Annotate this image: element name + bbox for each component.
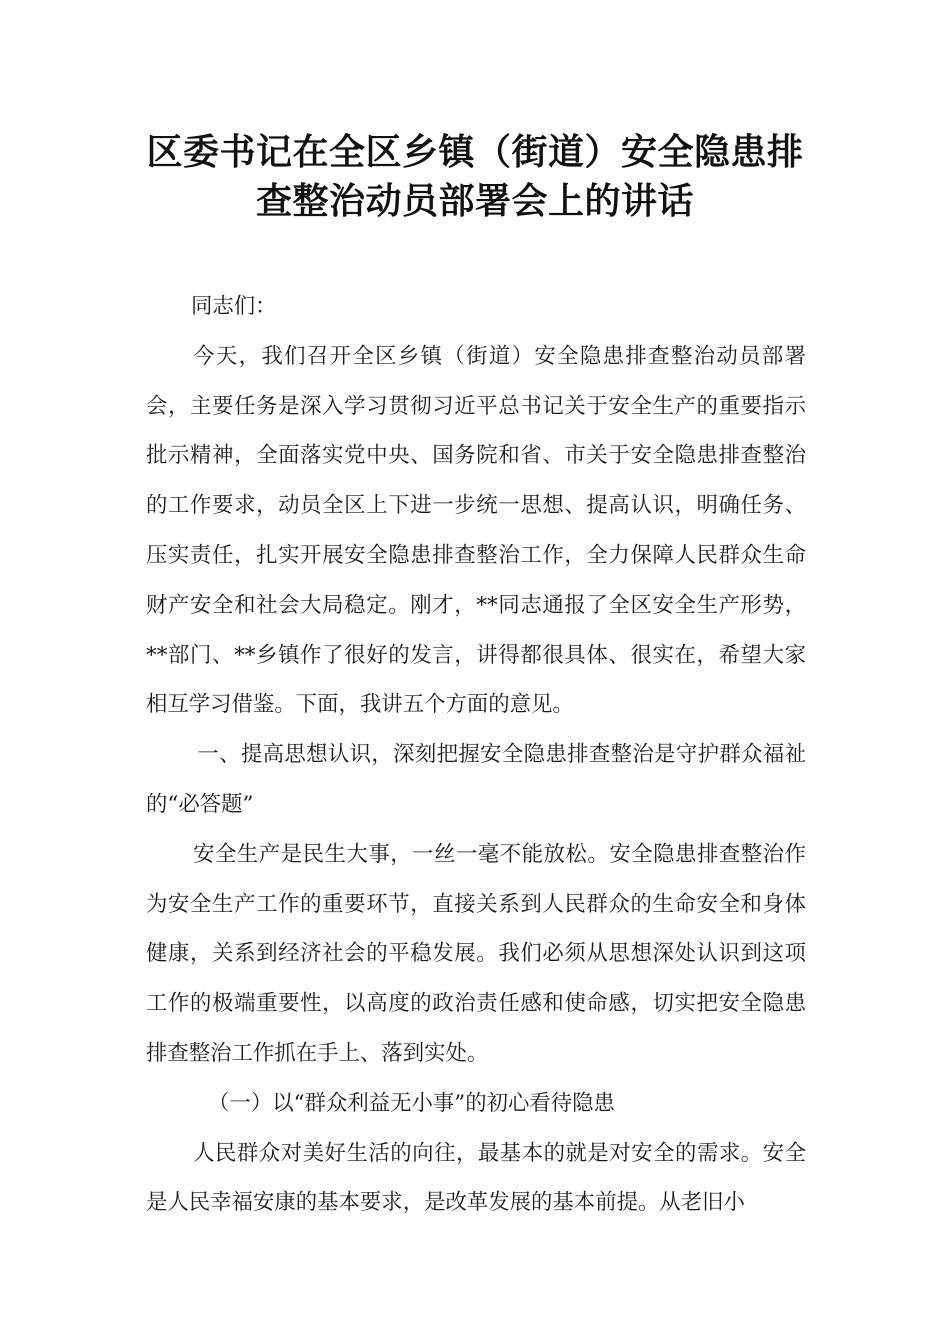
greeting: 同志们： (190, 294, 277, 319)
subsection-heading-1: （一）以“群众利益无小事”的初心看待隐患 (208, 1090, 615, 1116)
document-title (140, 128, 810, 226)
paragraph-intro: 今天，我们召开全区乡镇（街道）安全隐患排查整治动员部署会，主要任务是深入学习贯彻习近平总书记关于安全生产的重要指示批示精神，全面落实党中央、国务院和省、市关于安全隐患排查整治的工作要求，动员全区上下进一步统一思想、提高认识，明确任务、压实责任，扎实开展安全隐患排查整治工作，全力保障人民群众生命财产安全和社会大局稳定。刚才，**同志通报了全区安全生产形势，**部门、**乡镇作了很好的发言，讲得都很具体、很实在，希望大家相互学习借鉴。下面，我讲五个方面的意见。 (146, 343, 806, 718)
title-line-1: 区委书记在全区乡镇（街道）安全隐患排 (146, 132, 804, 173)
section-heading-1: 一、提高思想认识，深刻把握安全隐患排查整治是守护群众福祉的“必答题” (146, 742, 806, 817)
paragraph-section-1: 安全生产是民生大事，一丝一毫不能放松。安全隐患排查整治作为安全生产工作的重要环节，直接关系到人民群众的生命安全和身体健康，关系到经济社会的平稳发展。我们必须从思想深处认识到这项工作的极端重要性，以高度的政治责任感和使命感，切实把安全隐患排查整治工作抓在手上、落到实处。 (146, 841, 806, 1066)
document-body (146, 282, 806, 1228)
title-line-2: 查整治动员部署会上的讲话 (255, 181, 694, 222)
paragraph-subsection-1: 人民群众对美好生活的向往，最基本的就是对安全的需求。安全是人民幸福安康的基本要求，是改革发展的基本前提。从老旧小 (146, 1140, 806, 1216)
